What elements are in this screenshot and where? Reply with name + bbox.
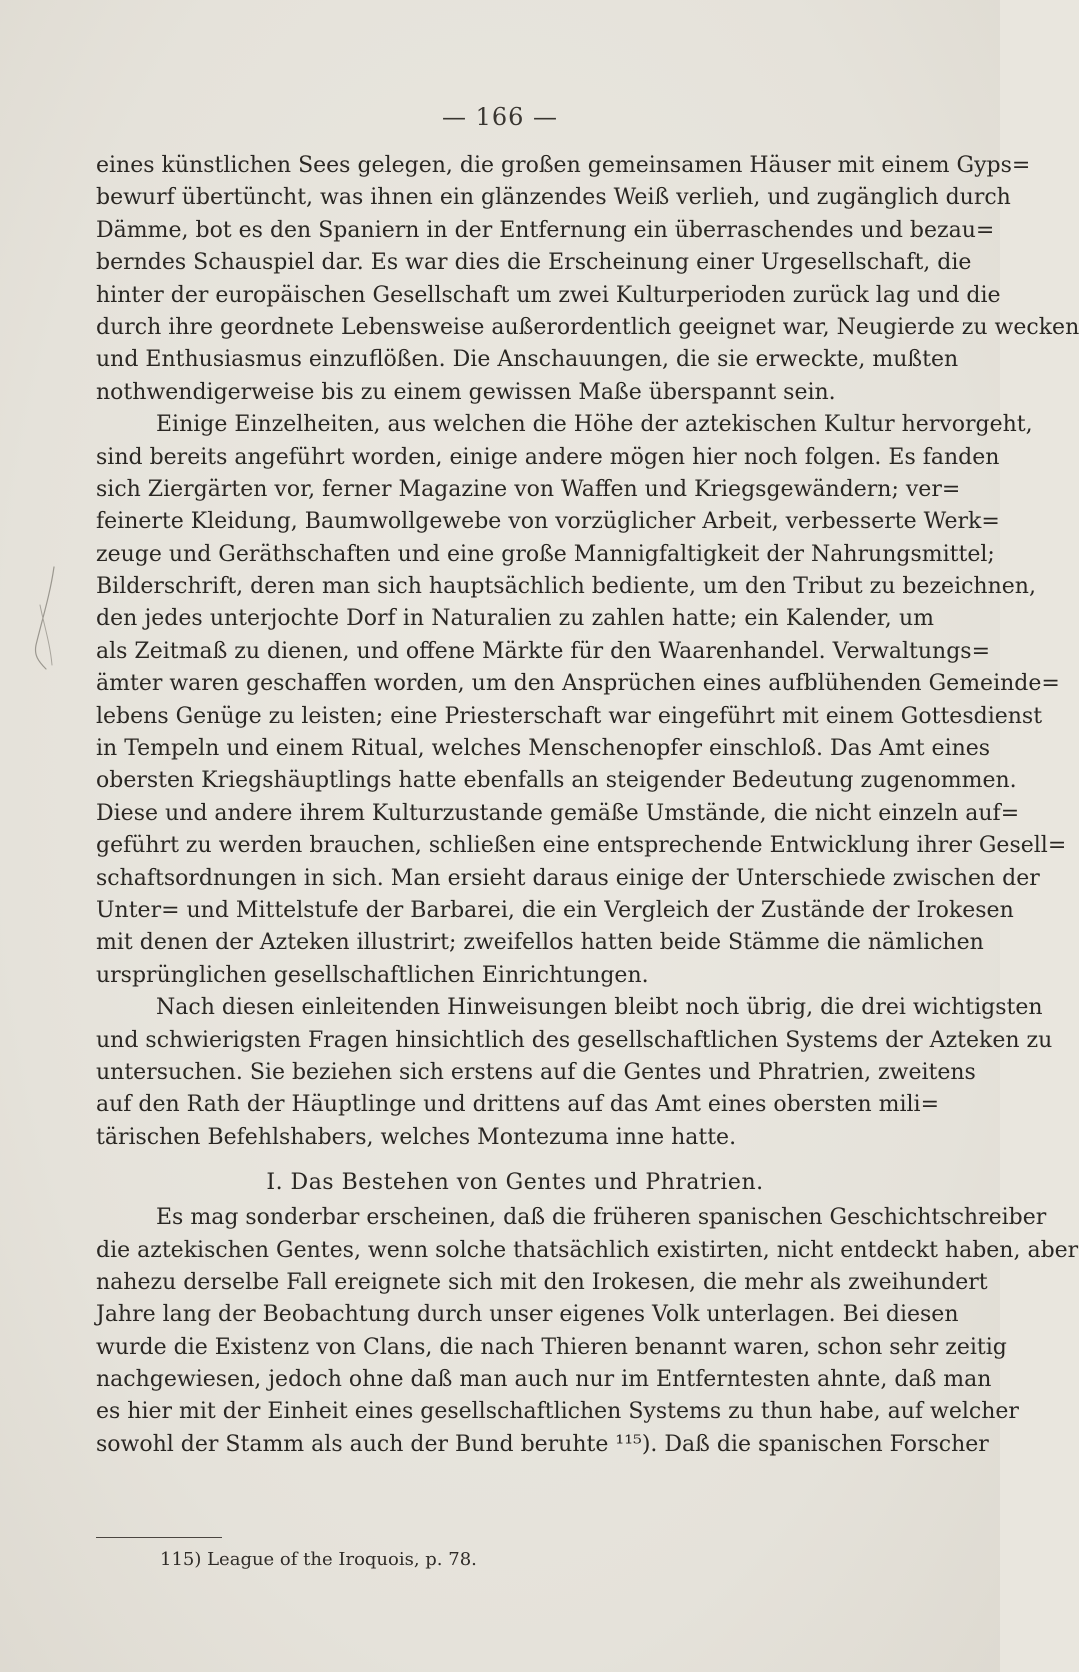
text-line: sich Ziergärten vor, ferner Magazine von Waffen und Kriegsgewändern; ver=: [96, 476, 961, 502]
text-line: wurde die Existenz von Clans, die nach Thieren benannt waren, schon sehr zeitig: [96, 1334, 1007, 1360]
text-line: zeuge und Geräthschaften und eine große Mannigfaltigkeit der Nahrungsmittel;: [96, 541, 995, 567]
text-line: sind bereits angeführt worden, einige andere mögen hier noch folgen. Es fanden: [96, 444, 1000, 470]
text-line: Unter= und Mittelstufe der Barbarei, die ein Vergleich der Zustände der Irokesen: [96, 897, 1014, 923]
text-line: auf den Rath der Häuptlinge und drittens auf das Amt eines obersten mili=: [96, 1092, 940, 1118]
text-line: schaftsordnungen in sich. Man ersieht daraus einige der Unterschiede zwischen der: [96, 865, 1040, 891]
text-line: Einige Einzelheiten, aus welchen die Höhe der aztekischen Kultur hervorgeht,: [156, 412, 1033, 438]
text-line: eines künstlichen Sees gelegen, die großen gemeinsamen Häuser mit einem Gyps=: [96, 153, 1031, 178]
text-line: Bilderschrift, deren man sich hauptsächlich bediente, um den Tribut zu bezeichnen,: [96, 574, 1036, 600]
text-line: berndes Schauspiel dar. Es war dies die Erscheinung einer Urgesellschaft, die: [96, 250, 972, 276]
text-line: obersten Kriegshäuptlings hatte ebenfalls an steigender Bedeutung zugenommen.: [96, 768, 1017, 794]
text-line: die aztekischen Gentes, wenn solche thatsächlich existirten, nicht entdeckt haben, aber: [96, 1237, 1079, 1263]
text-line: Diese und andere ihrem Kulturzustande gemäße Umstände, die nicht einzeln auf=: [96, 800, 1020, 826]
page-number: — 166 —: [441, 103, 559, 131]
text-line: in Tempeln und einem Ritual, welches Menschenopfer einschloß. Das Amt eines: [96, 736, 991, 762]
text-line: es hier mit der Einheit eines gesellschaftlichen Systems zu thun habe, auf welcher: [96, 1399, 1019, 1425]
text-line: als Zeitmaß zu dienen, und offene Märkte für den Waarenhandel. Verwaltungs=: [96, 638, 991, 664]
text-line: bewurf übertüncht, was ihnen ein glänzendes Weiß verlieh, und zugänglich durch: [96, 185, 1011, 211]
text-line: und schwierigsten Fragen hinsichtlich des gesellschaftlichen Systems der Azteken zu: [96, 1027, 1053, 1053]
section-heading: I. Das Bestehen von Gentes und Phratrien.: [266, 1170, 764, 1196]
text-line: feinerte Kleidung, Baumwollgewebe von vorzüglicher Arbeit, verbesserte Werk=: [96, 509, 1000, 535]
text-line: hinter der europäischen Gesellschaft um zwei Kulturperioden zurück lag und die: [96, 282, 1001, 308]
text-line: nahezu derselbe Fall ereignete sich mit den Irokesen, die mehr als zweihundert: [96, 1269, 988, 1295]
text-line: Dämme, bot es den Spaniern in der Entfernung ein überraschendes und bezau=: [96, 217, 995, 243]
text-line: mit denen der Azteken illustrirt; zweifellos hatten beide Stämme die nämlichen: [96, 930, 984, 956]
text-line: tärischen Befehlshabers, welches Montezuma inne hatte.: [96, 1124, 737, 1150]
text-line: lebens Genüge zu leisten; eine Priesterschaft war eingeführt mit einem Gottesdienst: [96, 703, 1043, 729]
text-line: ursprünglichen gesellschaftlichen Einrichtungen.: [96, 962, 649, 988]
text-line: durch ihre geordnete Lebensweise außerordentlich geeignet war, Neugierde zu wecken: [96, 314, 1079, 340]
text-line: nothwendigerweise bis zu einem gewissen Maße überspannt sein.: [96, 379, 836, 405]
text-line: sowohl der Stamm als auch der Bund beruhte ¹¹⁵). Daß die spanischen Forscher: [96, 1431, 989, 1457]
text-line: und Enthusiasmus einzuflößen. Die Anschauungen, die sie erweckte, mußten: [96, 347, 959, 373]
text-line: Nach diesen einleitenden Hinweisungen bleibt noch übrig, die drei wichtigsten: [156, 995, 1043, 1021]
text-line: Es mag sonderbar erscheinen, daß die früheren spanischen Geschichtschreiber: [156, 1205, 1047, 1231]
footnote-divider: [96, 1537, 222, 1538]
pencil-margin-mark: [28, 565, 68, 675]
text-line: geführt zu werden brauchen, schließen eine entsprechende Entwicklung ihrer Gesell=: [96, 833, 1067, 859]
text-line: ämter waren geschaffen worden, um den Ansprüchen eines aufblühenden Gemeinde=: [96, 671, 1060, 697]
text-line: nachgewiesen, jedoch ohne daß man auch nur im Entferntesten ahnte, daß man: [96, 1367, 992, 1393]
text-line: untersuchen. Sie beziehen sich erstens auf die Gentes und Phratrien, zweitens: [96, 1059, 976, 1085]
footnote: 115) League of the Iroquois, p. 78.: [160, 1549, 477, 1570]
main-text: [96, 150, 1079, 1461]
text-line: den jedes unterjochte Dorf in Naturalien zu zahlen hatte; ein Kalender, um: [96, 606, 934, 632]
text-line: Jahre lang der Beobachtung durch unser eigenes Volk unterlagen. Bei diesen: [96, 1302, 959, 1328]
